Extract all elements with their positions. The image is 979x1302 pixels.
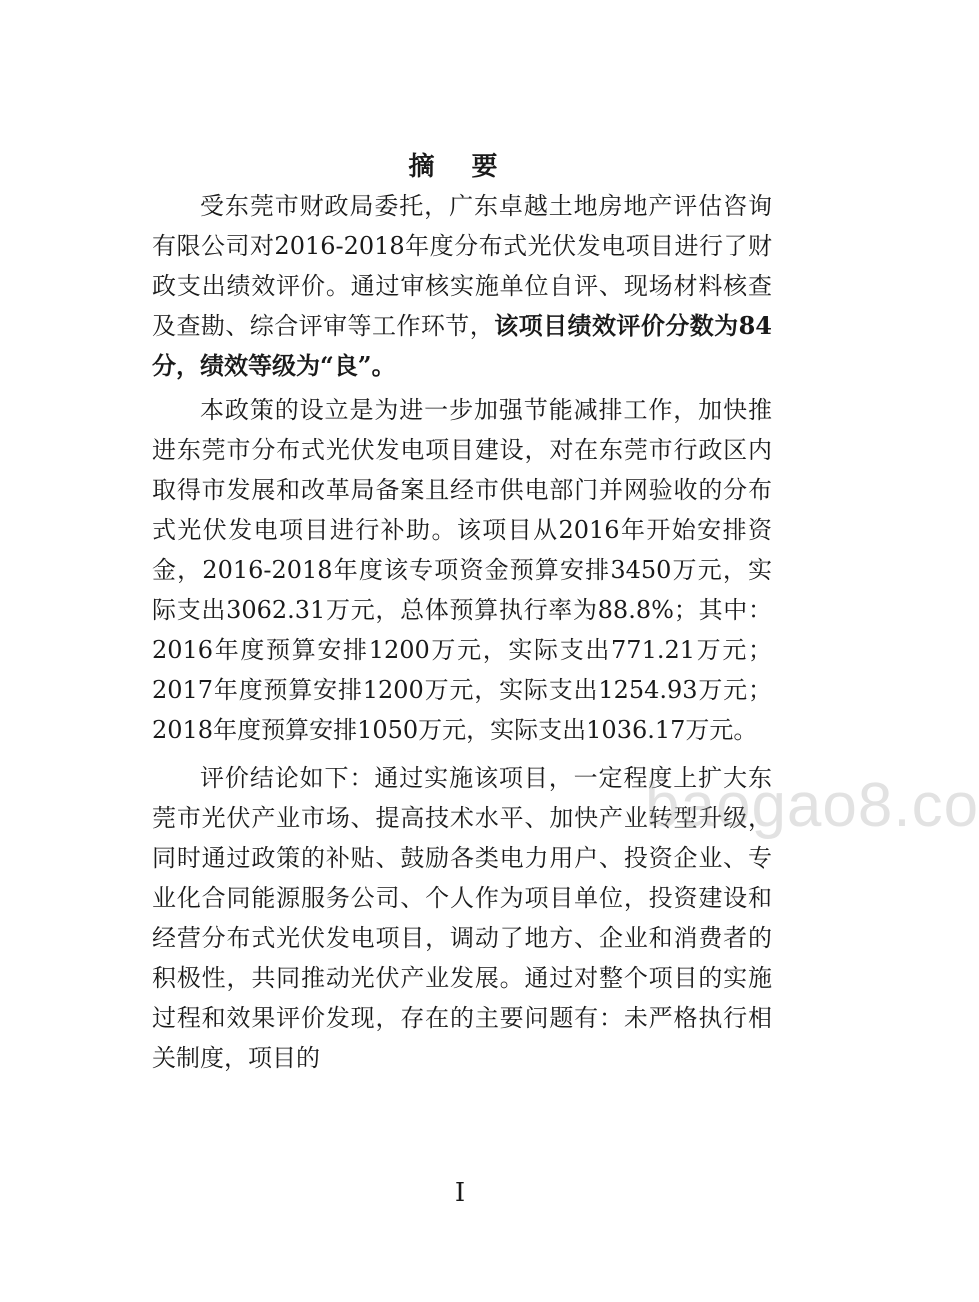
page-title: 摘 要 [408, 152, 512, 182]
paragraph-intro [152, 186, 772, 386]
paragraph-intro-text: 受东莞市财政局委托，广东卓越土地房地产评估咨询有限公司对2016-2018年度分布式光伏发电项目进行了财政支出绩效评价。通过审核实施单位自评、现场材料核查及查勘、综合评审等工作环节， [152, 192, 772, 340]
paragraph-policy [152, 390, 772, 750]
watermark: baogao8.co [645, 771, 979, 840]
page-number: I [454, 1178, 466, 1208]
paragraph-conclusion-text: 评价结论如下：通过实施该项目，一定程度上扩大东莞市光伏产业市场、提高技术水平、加快产业转型升级，同时通过政策的补贴、鼓励各类电力用户、投资企业、专业化合同能源服务公司、个人作为项目单位，投资建设和经营分布式光伏发电项目，调动了地方、企业和消费者的积极性，共同推动光伏产业发展。通过对整个项目的实施过程和效果评价发现，存在的主要问题有：未严格执行相关制度，项目的 [152, 764, 772, 1072]
document-body [152, 186, 772, 1086]
paragraph-intro-highlight: 该项目绩效评价分数为84分，绩效等级为“良”。 [152, 311, 772, 380]
paragraph-policy-text: 本政策的设立是为进一步加强节能减排工作，加快推进东莞市分布式光伏发电项目建设，对在东莞市行政区内取得市发展和改革局备案且经市供电部门并网验收的分布式光伏发电项目进行补助。该项目从2016年开始安排资金，2016-2018年度该专项资金预算安排3450万元，实际支出3062.31万元，总体预算执行率为88.8%；其中：2016年度预算安排1200万元，实际支出771.21万元；2017年度预算安排1200万元，实际支出1254.93万元；2018年度预算安排1050万元，实际支出1036.17万元。 [152, 396, 772, 744]
